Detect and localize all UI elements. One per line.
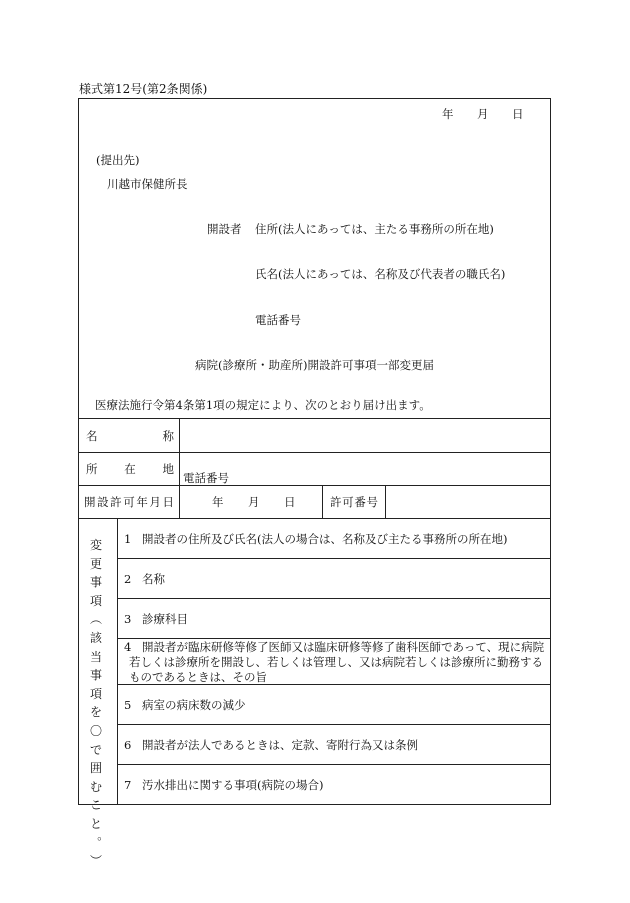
location-label-char-2: 在 — [124, 462, 136, 476]
change-item-2-number: 2 — [124, 572, 132, 586]
side-label-char: 〇 — [89, 723, 102, 738]
recipient: 川越市保健所長 — [107, 177, 188, 191]
location-row-label — [86, 461, 174, 477]
name-label-char-1: 名 — [86, 429, 98, 443]
side-label-char: を — [89, 705, 102, 720]
change-item-6-number: 6 — [124, 738, 132, 752]
date-month-label: 月 — [477, 107, 489, 121]
permit-year-label: 年 — [212, 495, 224, 509]
side-label-char: ︒ — [89, 835, 102, 850]
change-item-3-number: 3 — [124, 612, 132, 626]
phone-label: 電話番号 — [255, 313, 301, 327]
side-label-char: 項 — [89, 593, 102, 608]
permit-number-value-cell[interactable] — [388, 487, 548, 517]
date-day-label: 日 — [512, 107, 524, 121]
change-item-7-number: 7 — [124, 778, 132, 792]
name-row-label — [86, 428, 174, 444]
statement-text: 医療法施行令第4条第1項の規定により、次のとおり届け出ます。 — [95, 398, 431, 412]
location-phone-label: 電話番号 — [183, 471, 229, 485]
address-label: 住所(法人にあっては、主たる事務所の所在地) — [255, 222, 494, 236]
permit-number-label: 許 可 番 号 — [330, 495, 378, 509]
side-label-char: 当 — [89, 649, 102, 664]
applicant-role: 開設者 — [207, 222, 242, 236]
form-number: 様式第12号(第2条関係) — [79, 82, 208, 96]
location-label-char-1: 所 — [86, 462, 98, 476]
submit-to-label: (提出先) — [96, 153, 140, 167]
name-value-cell[interactable] — [182, 420, 548, 450]
side-label-char: ︵ — [89, 612, 102, 627]
change-item-4-line-3: ものであるときは、その旨 — [129, 670, 267, 684]
change-item-4-line-2: 若しくは診療所を開設し、若しくは管理し、又は病院若しくは診療所に勤務する — [129, 655, 543, 669]
side-label-char: こ — [89, 798, 102, 813]
change-item-5-text: 病室の病床数の減少 — [142, 698, 246, 712]
location-value-cell[interactable] — [182, 454, 548, 484]
side-label-char: 事 — [89, 575, 102, 590]
change-item-3-text: 診療科目 — [142, 612, 188, 626]
side-label-char: 更 — [89, 556, 102, 571]
change-item-2-text: 名称 — [142, 572, 165, 586]
location-label-char-3: 地 — [162, 462, 174, 476]
change-item-1-number: 1 — [124, 532, 132, 546]
change-item-6-text: 開設者が法人であるときは、定款、寄附行為又は条例 — [142, 738, 418, 752]
side-label-char: と — [89, 816, 102, 831]
date-year-label: 年 — [442, 107, 454, 121]
side-label-char: ︶ — [89, 854, 102, 869]
change-item-4-number: 4 — [124, 640, 132, 654]
permit-month-label: 月 — [248, 495, 260, 509]
change-item-4-line-1: 開設者が臨床研修等修了医師又は臨床研修等修了歯科医師であって、現に病院 — [142, 640, 545, 654]
side-label-char: 事 — [89, 668, 102, 683]
change-items-side-label — [85, 536, 107, 871]
permit-day-label: 日 — [284, 495, 296, 509]
side-label-char: で — [89, 742, 102, 757]
permit-date-row-label: 開 設 許 可 年 月 日 — [84, 495, 174, 509]
change-item-1-text: 開設者の住所及び氏名(法人の場合は、名称及び主たる事務所の所在地) — [142, 532, 508, 546]
change-item-5-number: 5 — [124, 698, 132, 712]
name-label-char-2: 称 — [162, 429, 174, 443]
document-title: 病院(診療所・助産所)開設許可事項一部変更届 — [195, 358, 434, 372]
side-label-char: 囲 — [89, 761, 102, 776]
side-label-char: 該 — [89, 630, 102, 645]
change-item-7-text: 汚水排出に関する事項(病院の場合) — [142, 778, 324, 792]
side-label-char: 項 — [89, 686, 102, 701]
name-label: 氏名(法人にあっては、名称及び代表者の職氏名) — [255, 267, 506, 281]
side-label-char: 変 — [89, 538, 102, 552]
side-label-char: む — [89, 779, 102, 794]
